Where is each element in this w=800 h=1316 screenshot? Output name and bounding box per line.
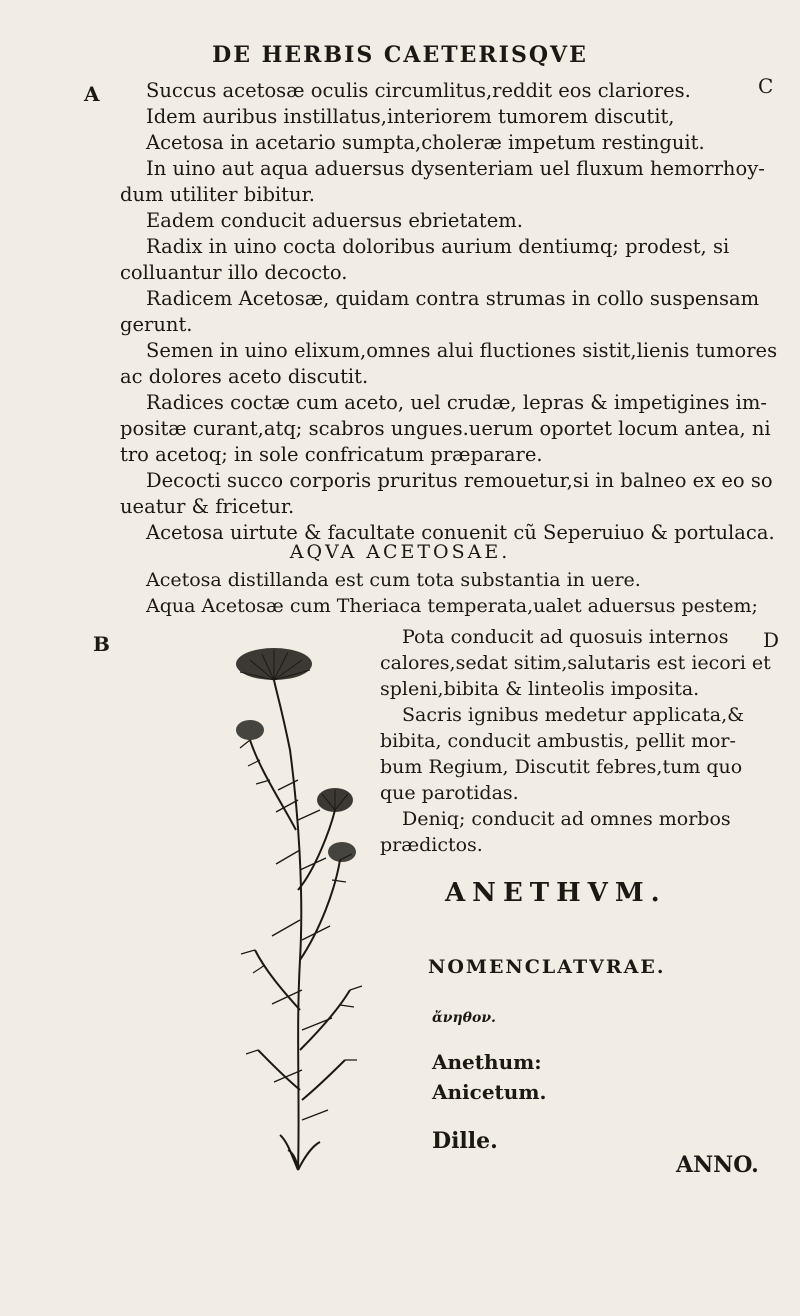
text-line: dum utiliter bibitur.	[120, 183, 315, 206]
text-line: que parotidas.	[380, 782, 519, 804]
text-line: Aqua Acetosæ cum Theriaca temperata,ualet aduersus pestem;	[146, 595, 758, 617]
nomenclature-heading: NOMENCLATVRAE.	[428, 956, 666, 978]
text-line: spleni,bibita & linteolis imposita.	[380, 678, 700, 700]
german-name: Dille.	[432, 1128, 498, 1154]
text-line: Sacris ignibus medetur applicata,&	[402, 704, 745, 726]
margin-letter-b: B	[93, 632, 110, 656]
text-line: positæ curant,atq; scabros ungues.uerum oportet locum antea, ni	[120, 417, 771, 440]
catchword: ANNO.	[676, 1152, 759, 1178]
text-line: In uino aut aqua aduersus dysenteriam uel fluxum hemorrhoy-	[146, 157, 765, 180]
text-line: Succus acetosæ oculis circumlitus,reddit eos clariores.	[146, 79, 691, 102]
margin-letter-a: A	[84, 82, 100, 106]
text-line: bum Regium, Discutit febres,tum quo	[380, 756, 743, 778]
text-line: Pota conducit ad quosuis internos	[402, 626, 729, 648]
text-line: bibita, conducit ambustis, pellit mor-	[380, 730, 736, 752]
margin-letter-d: D	[763, 628, 780, 652]
text-line: Decocti succo corporis pruritus remouetur,si in balneo ex eo so	[146, 469, 773, 492]
text-line: ueatur & fricetur.	[120, 495, 295, 518]
margin-letter-c: C	[758, 74, 774, 98]
latin-name: Anethum:	[432, 1050, 542, 1074]
text-line: colluantur illo decocto.	[120, 261, 348, 284]
text-line: Acetosa uirtute & facultate conuenit cũ Seperuiuo & portulaca.	[146, 521, 775, 544]
dill-plant-illustration	[210, 630, 400, 1175]
text-line: tro acetoq; in sole confricatum præparare.	[120, 443, 543, 466]
text-line: Radix in uino cocta doloribus aurium dentiumq; prodest, si	[146, 235, 730, 258]
text-line: Acetosa in acetario sumpta,choleræ impetum restinguit.	[146, 131, 705, 154]
text-line: Radicem Acetosæ, quidam contra strumas in collo suspensam	[146, 287, 760, 310]
text-line: Radices coctæ cum aceto, uel crudæ, lepras & impetigines im-	[146, 391, 767, 414]
greek-name: ἄνηθον.	[432, 1010, 496, 1026]
running-head: DE HERBIS CAETERISQVE	[212, 42, 588, 68]
section-heading-aqua: AQVA ACETOSAE.	[289, 541, 511, 563]
text-line: Idem auribus instillatus,interiorem tumorem discutit,	[146, 105, 675, 128]
text-line: ac dolores aceto discutit.	[120, 365, 369, 388]
text-line: Semen in uino elixum,omnes alui fluctiones sistit,lienis tumores	[146, 339, 778, 362]
text-line: prædictos.	[380, 834, 483, 856]
text-line: Deniq; conducit ad omnes morbos	[402, 808, 731, 830]
latin-name: Anicetum.	[432, 1080, 547, 1104]
text-line: gerunt.	[120, 313, 193, 336]
text-line: Eadem conducit aduersus ebrietatem.	[146, 209, 523, 232]
text-line: Acetosa distillanda est cum tota substantia in uere.	[146, 569, 641, 591]
text-line: calores,sedat sitim,salutaris est iecori et	[380, 652, 771, 674]
anethum-heading: ANETHVM.	[445, 878, 667, 908]
